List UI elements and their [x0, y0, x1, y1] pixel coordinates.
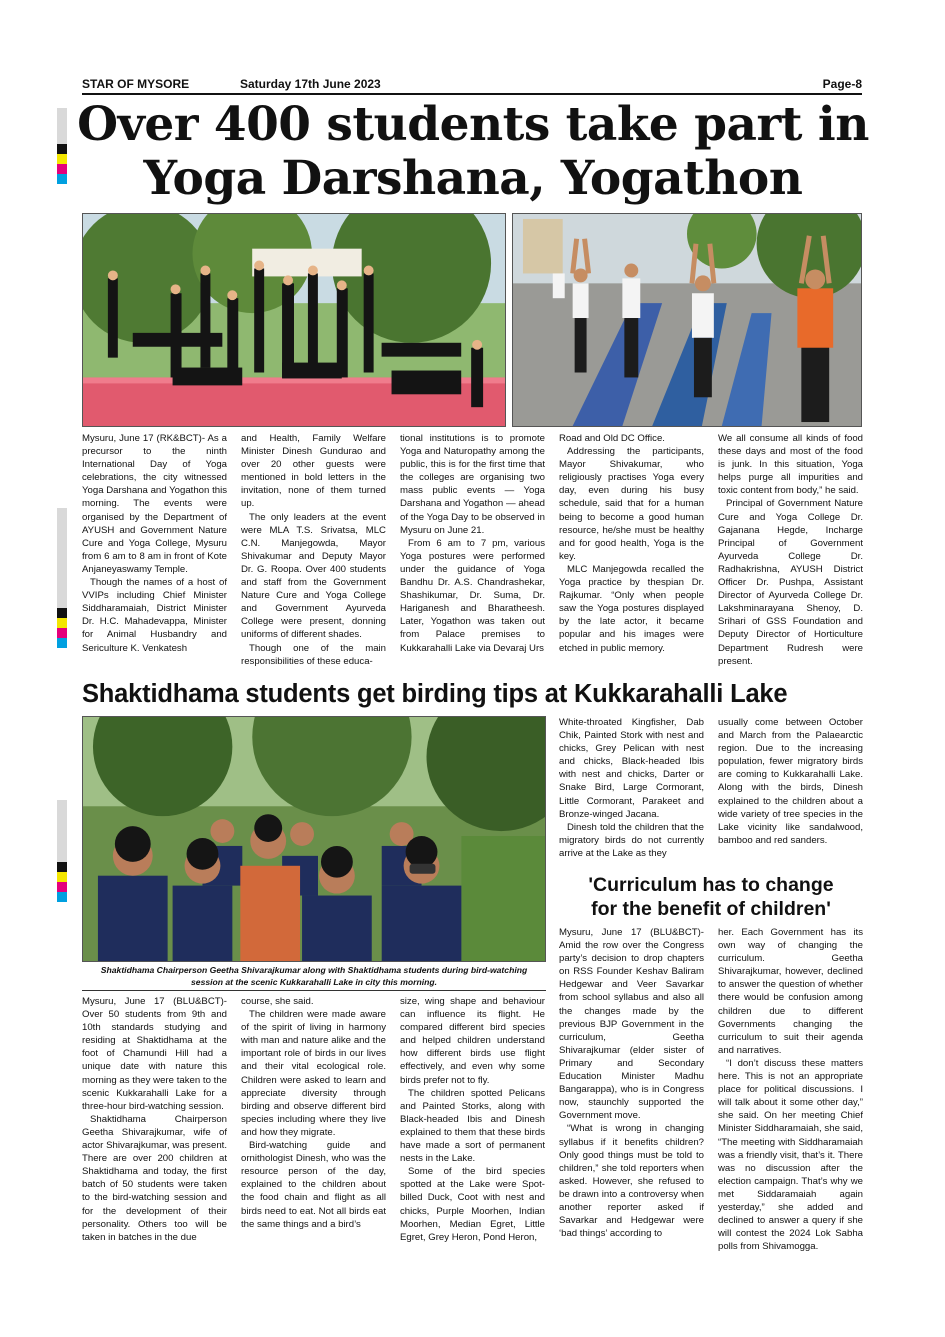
caption-line-1: Shaktidhama Chairperson Geetha Shivarajkumar along with Shaktidhama students during bird-watching — [100, 965, 528, 975]
curriculum-headline — [558, 873, 864, 921]
paragraph: course, she said. — [241, 996, 314, 1007]
paragraph: tional institutions is to promote Yoga and Naturopathy among the public, this is for the first time that the colleges are organising two mass public events — Yoga Darshana and Yogathon — ahead of the Yoga Day to be observed in Mysuru on June 21. — [400, 433, 545, 536]
yogathon-photo — [512, 213, 862, 427]
registration-mark-bottom — [57, 800, 67, 902]
birding-story-column-4 — [559, 716, 704, 870]
curriculum-headline-line1: 'Curriculum has to change — [588, 874, 834, 896]
paragraph: Mysuru, June 17 (RK&BCT)- As a precursor to the ninth International Day of Yoga celebrations, the city witnessed Yoga Darshana and Yogathon this morning. The events were organised by the Department of AYUSH and Government Nature Cure and Yoga College, Mysuru from 6 am to 8 am in front of Kote Anjaneyaswamy Temple. — [82, 433, 227, 575]
birding-story-column-5 — [718, 716, 863, 870]
issue-date: Saturday 17th June 2023 — [240, 77, 381, 91]
birding-story-column-1 — [82, 995, 227, 1265]
registration-mark-top — [57, 108, 67, 184]
paragraph: “What is wrong in changing syllabus if it benefits children? Only good things must be told to children,” she told reporters when asked. However, she refused to be drawn into a controversy when another reporter asked if Savarkar and Hedgewar were ‘bad things’ according to — [559, 1123, 704, 1240]
curriculum-story-column-1 — [559, 926, 704, 1266]
registration-mark-middle — [57, 508, 67, 648]
paragraph: size, wing shape and behaviour can influence its flight. He compared different bird species and helped children understand how different birds use flight effectively, and even why some birds prefer not to fly. — [400, 996, 545, 1086]
paragraph: From 6 am to 7 pm, various Yoga postures were performed under the guidance of Yoga Bandhu Dr. A.S. Chandrashekar, Shashikumar, Dr. Suma, Dr. Hariganesh and Bharatheesh. Later, Yogathon was taken out from Palace premises to Kukkarahalli Lake via Devaraj Urs — [400, 537, 545, 654]
curriculum-headline-line2: for the benefit of children' — [591, 898, 831, 920]
curriculum-story-column-2 — [718, 926, 863, 1266]
caption-line-2: session at the scenic Kukkarahalli Lake in city this morning. — [191, 977, 437, 987]
birding-headline: Shaktidhama students get birding tips at Kukkarahalli Lake — [82, 680, 788, 708]
paragraph: Dinesh told the children that the migratory birds do not currently arrive at the Lake as they — [559, 821, 704, 859]
paragraph: Shaktidhama Chairperson Geetha Shivarajkumar, wife of actor Shivarajkumar, was present. There are over 200 children at Shaktidhama and today, the first batch of 50 students were taken to the bird-watching session and for the development of their personality. Others too will be taken in batches in the due — [82, 1113, 227, 1243]
paragraph: The children were made aware of the spirit of living in harmony with man and nature alike and the important role of birds in our lives and their vital ecological role. Children were asked to learn and appreciate diversity through birding and observe different bird species including where they live and how they migrate. — [241, 1009, 386, 1138]
paragraph: Principal of Government Nature Cure and Yoga College Dr. Gajanana Hegde, Incharge Principal of Government Ayurveda College Dr. Radhakrishna, AYUSH District Officer Dr. Pushpa, Assistant Director of Ayurveda College Dr. Lakshminarayana Shenoy, D. Srihari of GSS Foundation and Deputy Director of Horticulture Department Rudresh were present. — [718, 498, 863, 667]
paragraph: MLC Manjegowda recalled the Yoga practice by thespian Dr. Rajkumar. “Only when people saw the Yoga postures displayed by the late actor, it became popular and his images were etched in public memory. — [559, 563, 704, 654]
paragraph: Road and Old DC Office. — [559, 433, 665, 444]
yoga-story-column-5 — [718, 432, 863, 672]
birding-story-column-2 — [241, 995, 386, 1265]
paragraph: Addressing the participants, Mayor Shivakumar, who religiously practises Yoga every day, even during his busy schedule, said that for a human being to become a good human resource, he/she must be healthy and for good health, Yoga is the key. — [559, 446, 704, 562]
paragraph: Mysuru, June 17 (BLU&BCT)- Over 50 students from 9th and 10th standards studying and residing at Shaktidhama at the foot of Chamundi Hill had a unique date with nature this morning as they were taken to the scenic Kukkarahalli Lake for a three-hour bird-watching session. — [82, 996, 227, 1112]
paragraph: “I don’t discuss these matters here. This is not an appropriate place for political discussions. I will talk about it some other day,” she said. On her meeting Chief Minister Siddharamaiah, she said, “The meeting with Siddharamaiah was a friendly visit, that’s it. There was no discussion after the election campaign. That’s why we met Siddaramaiah again yesterday,” she added and declined to answer a query if she will contest the 2024 Lok Sabha polls from Shivamogga. — [718, 1057, 863, 1253]
paragraph: We all consume all kinds of food these days and most of the food is junk. In this situation, Yoga helps purge all impurities and toxic content from body,” he said. — [718, 433, 863, 497]
birding-photo-caption — [82, 964, 546, 991]
paragraph: White-throated Kingfisher, Dab Chik, Painted Stork with nest and chicks, Grey Pelican with nest and chicks, Black-headed Ibis with nest and chicks, Darter or Snake Bird, Large Cormorant, Little Cormorant, Parakeet and Bronze-winged Jacana. — [559, 717, 704, 820]
paragraph: usually come between October and March from the Palaearctic region. Due to the increasing population, fewer migratory birds are coming to Kukkarahalli Lake. Along with the birds, Dinesh explained to the children about a wide variety of tree species in the Lake vicinity like sandalwood, bamboo and red sanders. — [718, 717, 863, 846]
paragraph: Some of the bird species spotted at the Lake were Spot-billed Duck, Coot with nest and chicks, Purple Moorhen, Indian Moorhen, Median Egret, Little Egret, Grey Heron, Pond Heron, — [400, 1166, 545, 1243]
yoga-headline — [70, 98, 876, 206]
yoga-story-column-2 — [241, 432, 386, 672]
yoga-headline-line1: Over 400 students take part in — [77, 97, 869, 152]
paragraph: Mysuru, June 17 (BLU&BCT)- Amid the row over the Congress party’s decision to drop chapters on RSS Founder Keshav Baliram Hedgewar and Veer Savarkar from school syllabus and also all the changes made by the previous BJP Government in the curriculum, Geetha Shivarajkumar (elder sister of Primary and Secondary Education Minister Madhu Bangarappa), who is in Congress now, staunchly supported the Government move. — [559, 927, 704, 1122]
paragraph: The children spotted Pelicans and Painted Storks, along with Black-headed Ibis and Dinesh explained to them that these birds have made a sort of permanent nests in the Lake. — [400, 1087, 545, 1165]
yoga-headline-line2: Yoga Darshana, Yogathon — [143, 151, 803, 206]
page-number: Page-8 — [822, 77, 862, 91]
yoga-story-column-1 — [82, 432, 227, 672]
paragraph: her. Each Government has its own way of changing the curriculum. Geetha Shivarajkumar, however, declined to answer the question of whether there would be confusion among children due to different Governments changing the curriculum to suit their agenda and narratives. — [718, 927, 863, 1056]
publication-name: STAR OF MYSORE — [82, 77, 190, 91]
paragraph: Though the names of a host of VVIPs including Chief Minister Siddharamaiah, District Minister Dr. H.C. Mahadevappa, Minister for Animal Husbandry and Sericulture K. Venkatesh — [82, 577, 227, 654]
yoga-story-column-3 — [400, 432, 545, 672]
paragraph: Bird-watching guide and ornithologist Dinesh, who was the resource person of the day, explained to the children about the food chain and flight as all birds need to eat. Not all birds eat the same things and a bird’s — [241, 1140, 386, 1230]
yoga-story-column-4 — [559, 432, 704, 672]
page-header — [82, 77, 862, 95]
paragraph: The only leaders at the event were MLA T.S. Srivatsa, MLC C.N. Manjegowda, Mayor Shivakumar and Deputy Mayor Dr. G. Roopa. Over 400 students and staff from the Government Nature Cure and Yoga College and Government Ayurveda College were present, donning uniforms of different shades. — [241, 511, 386, 641]
birding-story-column-3 — [400, 995, 545, 1265]
paragraph: and Health, Family Welfare Minister Dinesh Gundurao and over 20 other guests were mentioned in bold letters in the invitation, none of them turned up. — [241, 433, 386, 510]
birding-photo — [82, 716, 546, 962]
paragraph: Though one of the main responsibilities of these educa- — [241, 642, 386, 667]
yoga-stage-photo — [82, 213, 506, 427]
